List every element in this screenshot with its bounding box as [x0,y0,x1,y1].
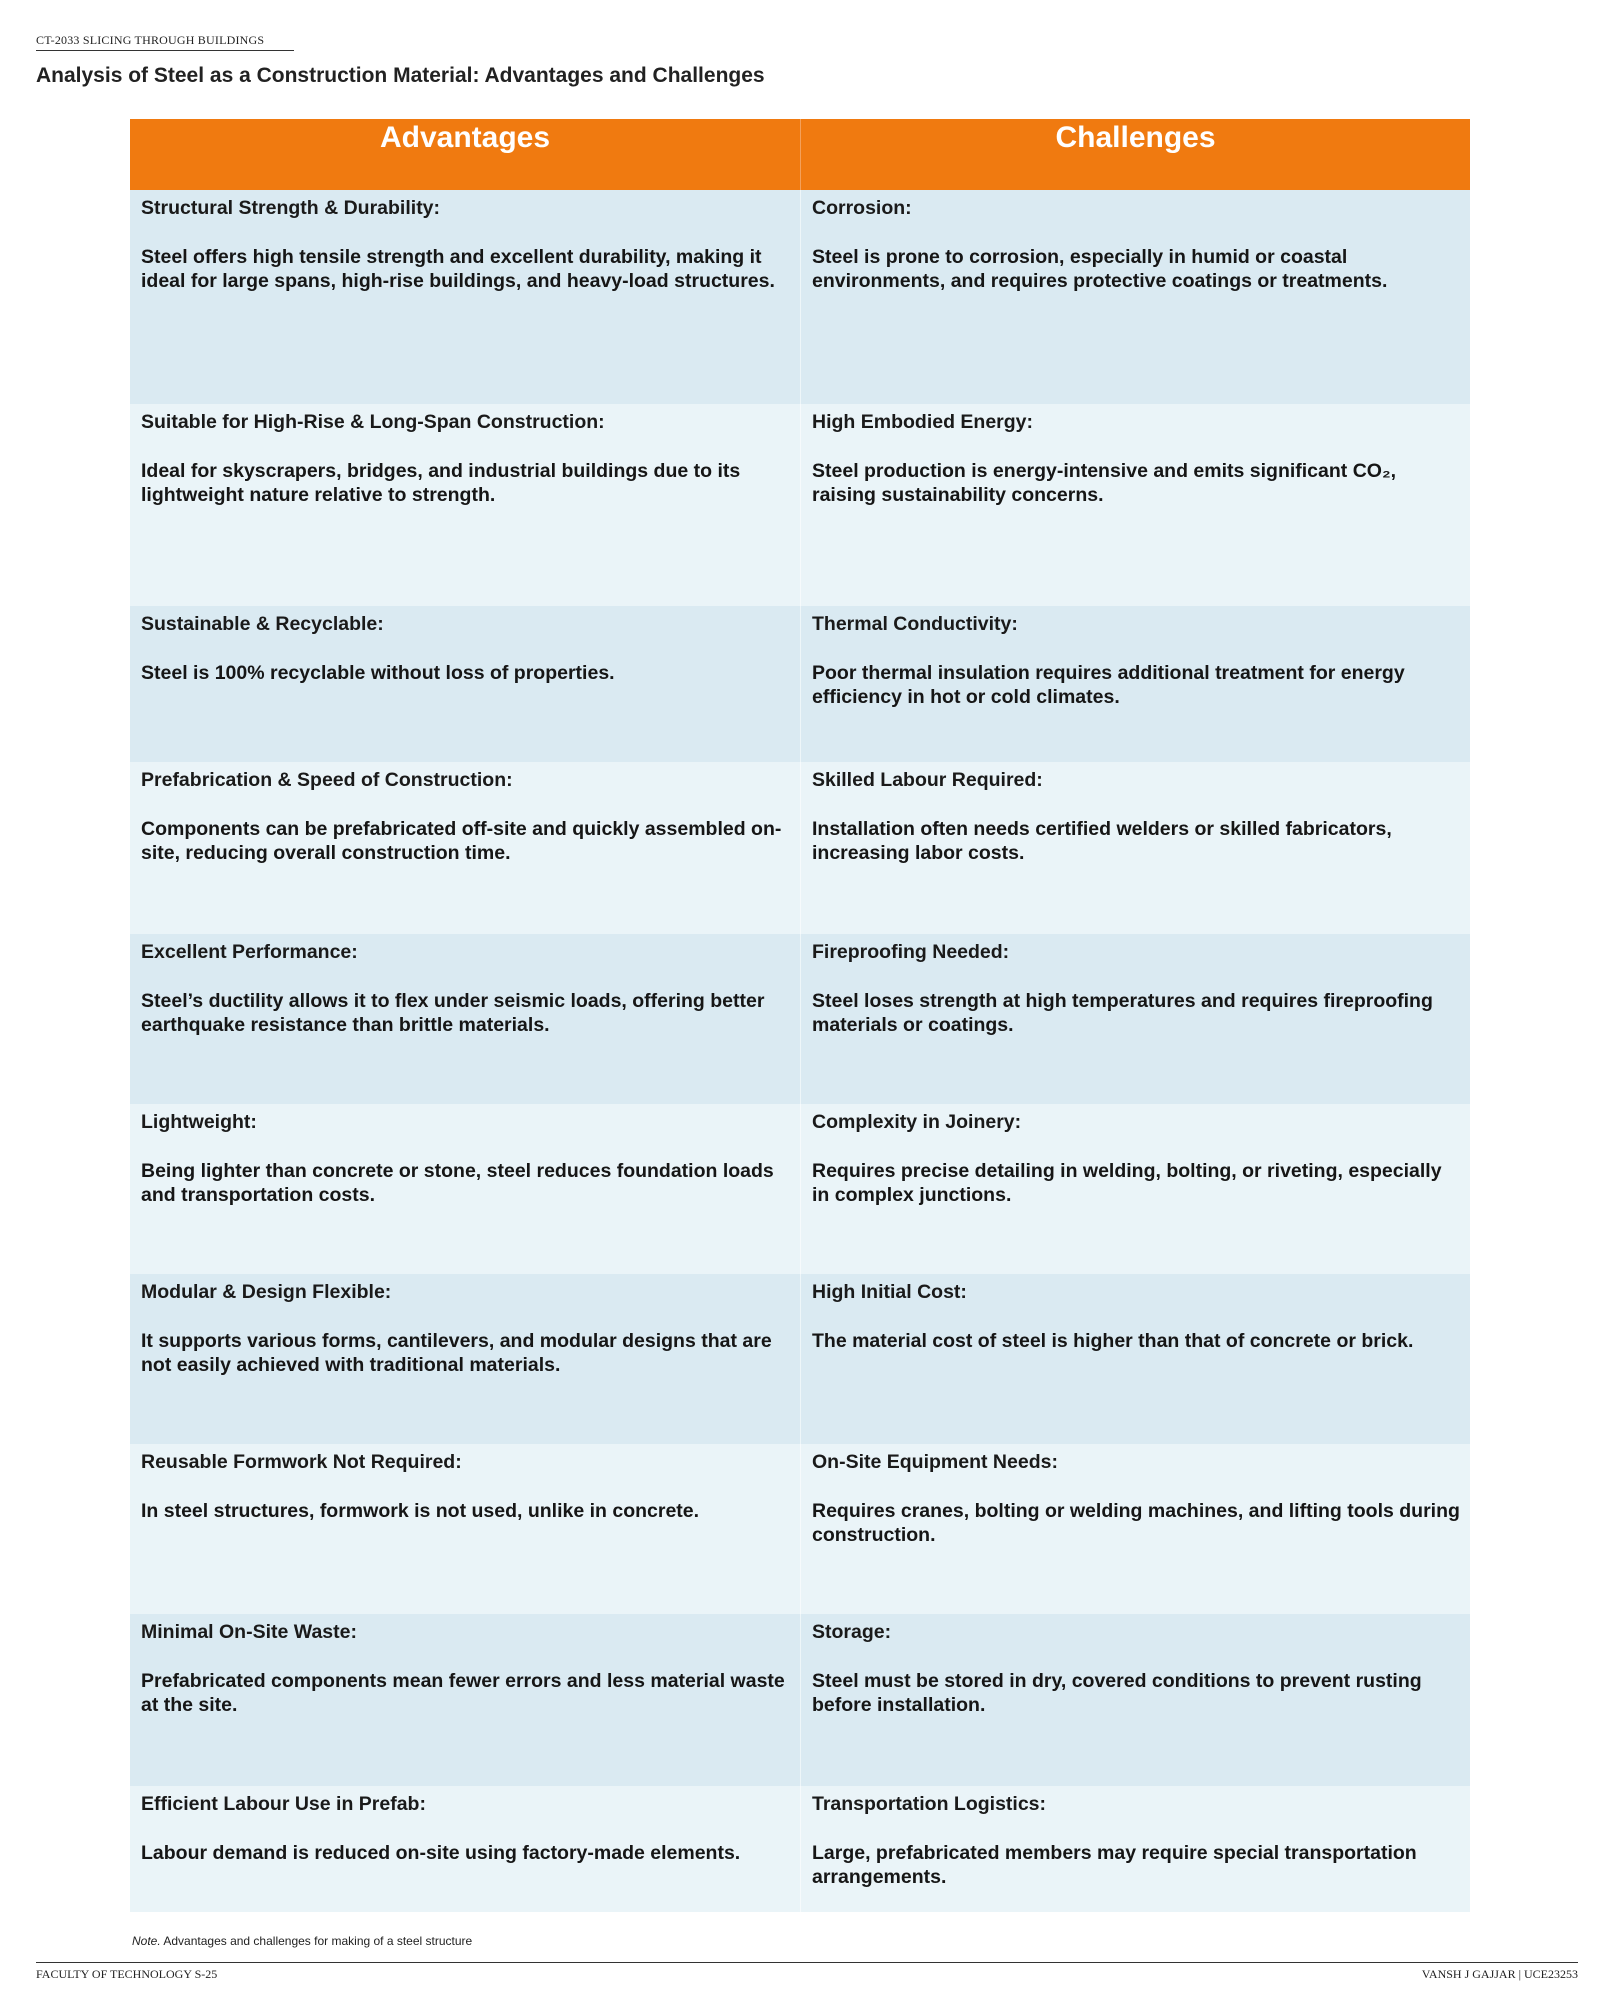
advantage-title: Structural Strength & Durability: [141,197,441,219]
advantage-title: Sustainable & Recyclable: [141,613,384,635]
table-row [130,934,1470,1104]
advantage-title: Suitable for High-Rise & Long-Span Construction: [141,411,605,433]
challenge-title: Transportation Logistics: [812,1793,1047,1815]
challenge-text: Requires precise detailing in welding, bolting, or riveting, especially in complex junctions. [812,1159,1442,1206]
challenge-cell [800,1274,1470,1444]
challenge-title: Storage: [812,1621,892,1643]
table-row [130,606,1470,762]
challenge-title: Thermal Conductivity: [812,613,1018,635]
table-row [130,1444,1470,1614]
challenge-cell [800,1614,1470,1786]
advantage-cell [130,1444,800,1614]
advantage-cell [130,1104,800,1274]
table-row [130,1104,1470,1274]
advantage-cell [130,190,800,404]
challenge-title: Corrosion: [812,197,912,219]
advantage-title: Efficient Labour Use in Prefab: [141,1793,426,1815]
challenge-text: Steel production is energy-intensive and emits significant CO₂, raising sustainability concerns. [812,459,1397,506]
table-row [130,1614,1470,1786]
challenge-cell [800,762,1470,934]
challenge-text: Steel is prone to corrosion, especially in humid or coastal environments, and requires protective coatings or treatments. [812,245,1388,292]
advantage-text: Steel’s ductility allows it to flex under seismic loads, offering better earthquake resistance than brittle materials. [141,989,765,1036]
advantage-cell [130,404,800,606]
advantage-cell [130,1786,800,1912]
advantage-title: Modular & Design Flexible: [141,1281,392,1303]
note-label: Note. [132,1934,161,1948]
challenge-cell [800,606,1470,762]
footer-right: VANSH J GAJJAR | UCE23253 [1421,1967,1578,1981]
advantage-title: Prefabrication & Speed of Construction: [141,769,513,791]
challenge-text: Large, prefabricated members may require special transportation arrangements. [812,1841,1417,1888]
challenge-cell [800,1444,1470,1614]
advantage-text: In steel structures, formwork is not used, unlike in concrete. [141,1499,700,1522]
header-advantages: Advantages [379,121,551,154]
comparison-table [130,119,1470,1912]
table-note [132,1934,472,1948]
advantage-cell [130,606,800,762]
table-row [130,762,1470,934]
table-row [130,190,1470,404]
running-head-underline [36,50,294,51]
advantage-text: Being lighter than concrete or stone, steel reduces foundation loads and transportation costs. [141,1159,774,1206]
advantage-text: Ideal for skyscrapers, bridges, and industrial buildings due to its lightweight nature relative to strength. [141,459,741,506]
running-head: CT-2033 SLICING THROUGH BUILDINGS [36,33,265,47]
challenge-text: Steel loses strength at high temperatures and requires fireproofing materials or coatings. [812,989,1433,1036]
challenge-text: Poor thermal insulation requires additional treatment for energy efficiency in hot or cold climates. [812,661,1405,708]
header-challenges: Challenges [800,119,1470,190]
challenge-title: High Initial Cost: [812,1281,967,1303]
advantage-title: Lightweight: [141,1111,257,1133]
challenge-title: On-Site Equipment Needs: [812,1451,1058,1473]
advantage-text: It supports various forms, cantilevers, and modular designs that are not easily achieved with traditional materials. [141,1329,772,1376]
advantage-text: Steel is 100% recyclable without loss of properties. [141,661,615,684]
table-row [130,404,1470,606]
advantage-text: Components can be prefabricated off-site and quickly assembled on-site, reducing overall construction time. [141,817,782,864]
challenge-title: Complexity in Joinery: [812,1111,1022,1133]
advantage-text: Steel offers high tensile strength and excellent durability, making it ideal for large spans, high-rise buildings, and heavy-load structures. [141,245,775,292]
challenge-title: High Embodied Energy: [812,411,1034,433]
advantage-cell [130,1614,800,1786]
challenge-cell [800,1786,1470,1912]
challenge-cell [800,190,1470,404]
table-row [130,1786,1470,1912]
footer-left: FACULTY OF TECHNOLOGY S-25 [36,1967,218,1981]
challenge-text: Steel must be stored in dry, covered conditions to prevent rusting before installation. [812,1669,1422,1716]
page-title: Analysis of Steel as a Construction Material: Advantages and Challenges [36,64,765,87]
advantage-text: Prefabricated components mean fewer errors and less material waste at the site. [141,1669,785,1716]
table-row [130,1274,1470,1444]
advantage-cell [130,762,800,934]
note-text: Advantages and challenges for making of a steel structure [160,1934,473,1948]
challenge-cell [800,404,1470,606]
table-header [130,119,1470,190]
challenge-title: Skilled Labour Required: [812,769,1043,791]
advantage-title: Excellent Performance: [141,941,358,963]
challenge-text: The material cost of steel is higher than that of concrete or brick. [812,1329,1414,1352]
advantage-text: Labour demand is reduced on-site using factory-made elements. [141,1841,741,1864]
challenge-title: Fireproofing Needed: [812,941,1010,963]
challenge-text: Installation often needs certified welders or skilled fabricators, increasing labor costs. [812,817,1392,864]
advantage-title: Reusable Formwork Not Required: [141,1451,462,1473]
advantage-cell [130,934,800,1104]
challenge-text: Requires cranes, bolting or welding machines, and lifting tools during construction. [812,1499,1460,1546]
advantage-cell [130,1274,800,1444]
advantage-title: Minimal On-Site Waste: [141,1621,357,1643]
footer-rule [36,1962,1578,1963]
challenge-cell [800,1104,1470,1274]
challenge-cell [800,934,1470,1104]
